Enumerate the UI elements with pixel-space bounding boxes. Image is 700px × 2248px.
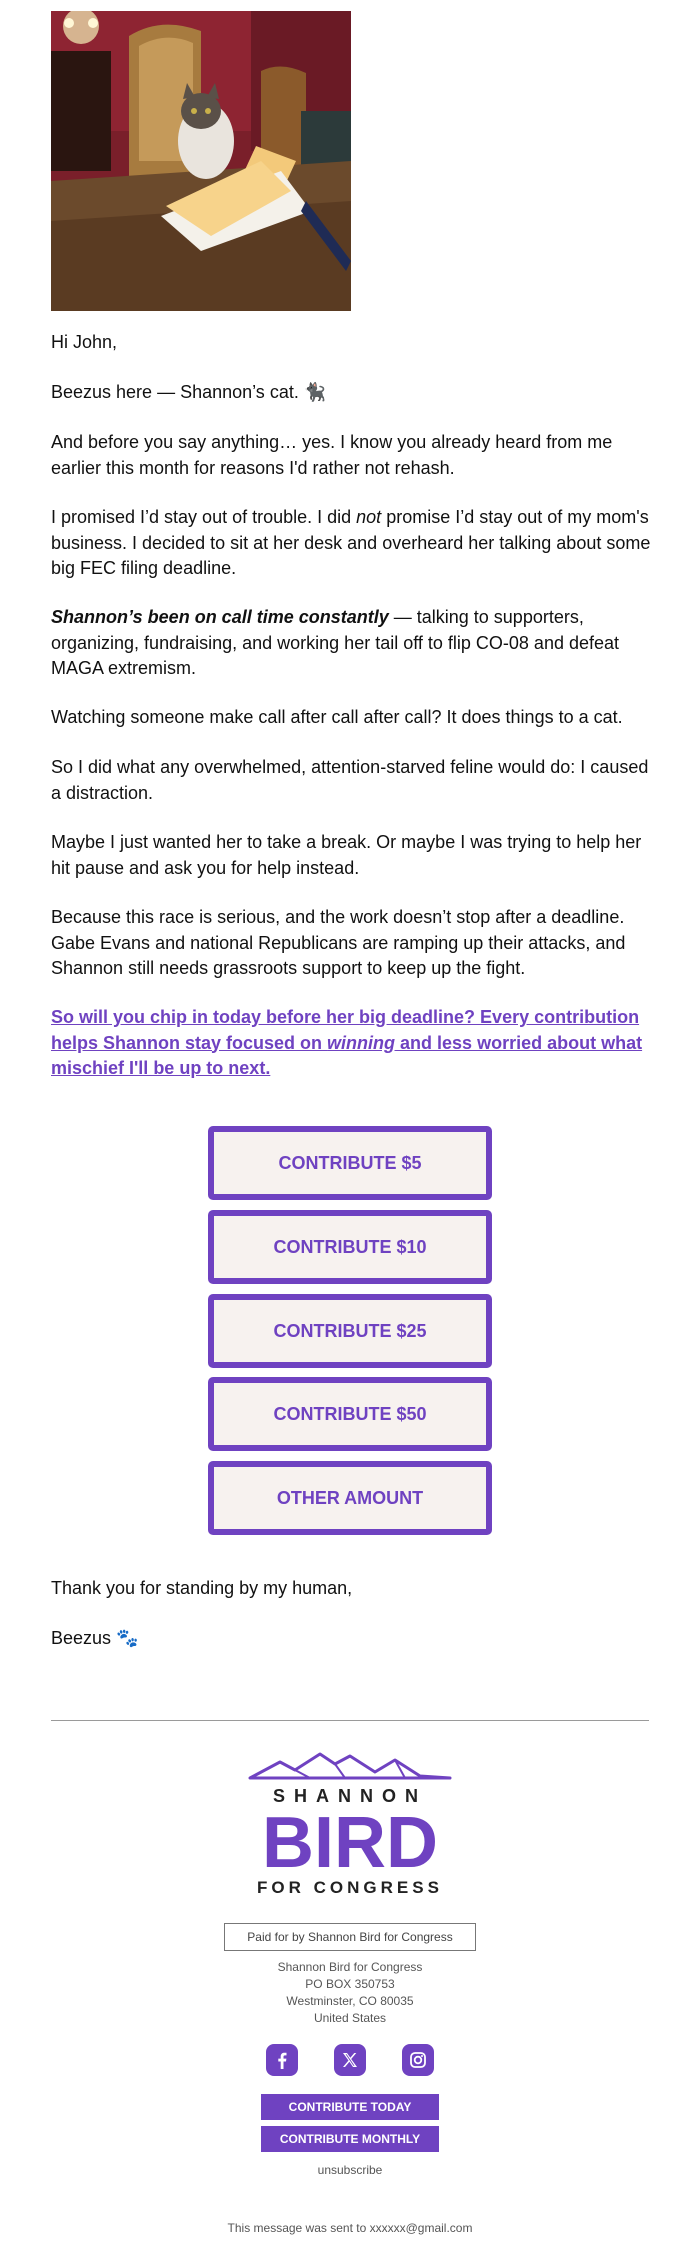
logo-line-3: FOR CONGRESS	[257, 1878, 443, 1897]
intro-text: Beezus here — Shannon’s cat. 🐈‍⬛	[51, 382, 327, 402]
promise-text-before: I promised I’d stay out of trouble. I did	[51, 507, 357, 527]
contribute-today-button[interactable]: CONTRIBUTE TODAY	[261, 2094, 439, 2120]
footer-divider	[51, 1720, 649, 1721]
paid-for-disclaimer: Paid for by Shannon Bird for Congress	[224, 1923, 476, 1951]
instagram-icon[interactable]	[402, 2044, 434, 2076]
paragraph-promise	[51, 505, 651, 582]
signature: Beezus 🐾	[51, 1628, 139, 1648]
paragraph-distraction: So I did what any overwhelmed, attention-starved feline would do: I caused a distraction.	[51, 757, 649, 803]
x-icon[interactable]	[334, 2044, 366, 2076]
paragraph-rehash: And before you say anything… yes. I know you already heard from me earlier this month for reasons I'd rather not rehash.	[51, 432, 613, 478]
recipient-email: xxxxxx@gmail.com	[369, 2221, 473, 2235]
address-line-2: PO BOX 350753	[305, 1977, 395, 1991]
contribute-50-button[interactable]: CONTRIBUTE $50	[208, 1377, 492, 1451]
logo-line-1: SHANNON	[272, 1786, 428, 1806]
sent-to-notice	[150, 2221, 550, 2235]
greeting: Hi John,	[51, 332, 118, 352]
campaign-logo	[235, 1750, 465, 1900]
paragraph-calltime	[51, 605, 651, 682]
unsubscribe-link[interactable]: unsubscribe	[317, 2163, 383, 2177]
promise-text-after: promise I’d stay out of my mom's business. I decided to sit at her desk and overheard her talking about some big FEC filing deadline.	[51, 507, 651, 578]
donation-ask-link[interactable]	[51, 1005, 651, 1082]
calltime-bold: Shannon’s been on call time constantly	[51, 607, 389, 627]
contribute-monthly-button[interactable]: CONTRIBUTE MONTHLY	[261, 2126, 439, 2152]
contribute-5-button[interactable]: CONTRIBUTE $5	[208, 1126, 492, 1200]
closing-line: Thank you for standing by my human,	[51, 1578, 353, 1598]
address-line-3: Westminster, CO 80035	[286, 1994, 414, 2008]
promise-emphasis: not	[356, 507, 382, 527]
other-amount-button[interactable]: OTHER AMOUNT	[208, 1461, 492, 1535]
mountain-icon	[250, 1754, 450, 1778]
contribute-25-button[interactable]: CONTRIBUTE $25	[208, 1294, 492, 1368]
ask-text-before[interactable]: So will you chip in today before her big deadline? Every contribution helps Shannon stay focused on	[51, 1007, 640, 1053]
contribute-10-button[interactable]: CONTRIBUTE $10	[208, 1210, 492, 1284]
paragraph-serious: Because this race is serious, and the work doesn’t stop after a deadline. Gabe Evans and national Republicans are ramping up their attacks, and Shannon still needs grassroots support to keep up the fight.	[51, 907, 626, 978]
sent-prefix: This message was sent to	[227, 2221, 370, 2235]
calltime-rest: — talking to supporters, organizing, fundraising, and working her tail off to flip CO-08 and defeat MAGA extremism.	[51, 607, 620, 678]
ask-emphasis[interactable]: winning	[327, 1032, 396, 1053]
paragraph-break: Maybe I just wanted her to take a break. Or maybe I was trying to help her hit pause and ask you for help instead.	[51, 832, 642, 878]
facebook-icon[interactable]	[266, 2044, 298, 2076]
address-line-4: United States	[313, 2011, 387, 2025]
address-line-1: Shannon Bird for Congress	[277, 1960, 423, 1974]
cat-photo	[51, 11, 351, 311]
paragraph-watching: Watching someone make call after call after call? It does things to a cat.	[51, 707, 623, 727]
logo-line-2: BIRD	[262, 1803, 438, 1883]
ask-text-after[interactable]: and less worried about what mischief I'll be up to next.	[51, 1032, 643, 1078]
